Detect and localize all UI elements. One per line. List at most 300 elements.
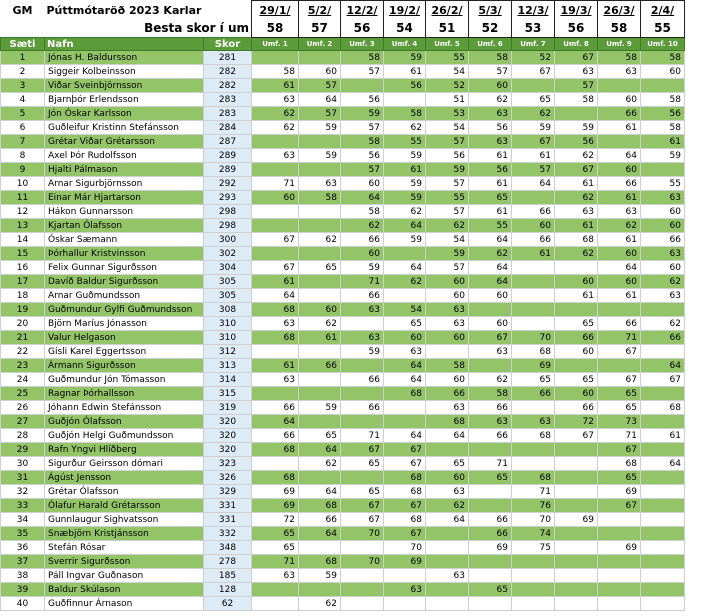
round-score-cell: 59	[384, 149, 426, 163]
rank-cell: 20	[1, 317, 45, 331]
round-score-cell: 65	[252, 541, 299, 555]
round-score-cell	[384, 597, 426, 611]
best-score: 56	[341, 20, 384, 38]
date-header: 12/2/	[341, 1, 384, 20]
round-score-cell: 58	[469, 387, 512, 401]
total-score-cell: 312	[204, 345, 252, 359]
name-cell: Bjarnþór Erlendsson	[45, 93, 204, 107]
best-score: 52	[469, 20, 512, 38]
rank-cell: 30	[1, 457, 45, 471]
round-score-cell: 58	[641, 121, 685, 135]
round-score-cell	[555, 471, 598, 485]
round-score-cell: 65	[299, 429, 341, 443]
round-score-cell: 68	[641, 401, 685, 415]
round-score-cell	[641, 79, 685, 93]
round-score-cell: 66	[469, 513, 512, 527]
round-score-cell: 64	[641, 457, 685, 471]
total-score-cell: 185	[204, 569, 252, 583]
round-score-cell: 66	[299, 513, 341, 527]
round-score-cell: 56	[341, 93, 384, 107]
round-score-cell: 68	[299, 555, 341, 569]
round-score-cell: 60	[512, 219, 555, 233]
round-header: Umf. 4	[384, 38, 426, 51]
round-score-cell: 64	[426, 429, 469, 443]
round-score-cell: 59	[555, 121, 598, 135]
round-score-cell: 60	[426, 275, 469, 289]
round-score-cell	[426, 345, 469, 359]
round-score-cell: 67	[384, 499, 426, 513]
round-score-cell: 61	[512, 247, 555, 261]
round-score-cell: 56	[555, 135, 598, 149]
date-header: 19/2/	[384, 1, 426, 20]
round-score-cell: 62	[469, 93, 512, 107]
col-nafn: Nafn	[45, 38, 204, 51]
round-score-cell	[252, 345, 299, 359]
total-score-cell: 289	[204, 149, 252, 163]
round-score-cell: 58	[598, 51, 641, 65]
rank-cell: 14	[1, 233, 45, 247]
round-score-cell	[512, 317, 555, 331]
round-score-cell	[341, 541, 384, 555]
round-score-cell: 66	[469, 527, 512, 541]
rank-cell: 1	[1, 51, 45, 65]
round-score-cell	[341, 597, 384, 611]
round-score-cell: 65	[512, 373, 555, 387]
table-row	[1, 457, 685, 471]
header-row-best	[1, 20, 685, 38]
name-cell: Jón Óskar Karlsson	[45, 107, 204, 121]
round-score-cell	[426, 541, 469, 555]
round-score-cell	[598, 569, 641, 583]
round-score-cell	[384, 401, 426, 415]
round-score-cell: 65	[341, 457, 384, 471]
total-score-cell: 319	[204, 401, 252, 415]
round-score-cell: 66	[469, 429, 512, 443]
col-skor: Skor	[204, 38, 252, 51]
round-score-cell: 62	[252, 121, 299, 135]
rank-cell: 16	[1, 261, 45, 275]
round-score-cell: 61	[555, 177, 598, 191]
round-score-cell: 65	[384, 317, 426, 331]
round-score-cell: 60	[341, 247, 384, 261]
name-cell: Davíð Baldur Sigurðsson	[45, 275, 204, 289]
table-row	[1, 261, 685, 275]
round-score-cell: 59	[384, 177, 426, 191]
rank-cell: 15	[1, 247, 45, 261]
round-score-cell	[469, 359, 512, 373]
date-header: 5/2/	[299, 1, 341, 20]
round-score-cell: 56	[426, 149, 469, 163]
table-row	[1, 191, 685, 205]
round-score-cell	[641, 485, 685, 499]
round-score-cell: 62	[299, 317, 341, 331]
round-score-cell	[555, 569, 598, 583]
round-score-cell: 65	[598, 401, 641, 415]
round-score-cell	[426, 443, 469, 457]
round-score-cell	[299, 387, 341, 401]
round-score-cell: 66	[598, 177, 641, 191]
rank-cell: 32	[1, 485, 45, 499]
name-cell: Björn Maríus Jónasson	[45, 317, 204, 331]
round-score-cell: 61	[469, 149, 512, 163]
round-score-cell	[384, 569, 426, 583]
round-score-cell: 56	[469, 163, 512, 177]
round-score-cell: 56	[469, 121, 512, 135]
round-score-cell	[299, 135, 341, 149]
round-score-cell	[341, 387, 384, 401]
round-score-cell	[426, 583, 469, 597]
round-score-cell: 75	[512, 541, 555, 555]
round-score-cell	[426, 597, 469, 611]
rank-cell: 21	[1, 331, 45, 345]
total-score-cell: 315	[204, 387, 252, 401]
round-score-cell: 67	[598, 345, 641, 359]
total-score-cell: 310	[204, 317, 252, 331]
round-score-cell: 62	[641, 275, 685, 289]
rank-cell: 29	[1, 443, 45, 457]
round-score-cell: 65	[555, 373, 598, 387]
date-header: 26/2/	[426, 1, 469, 20]
round-score-cell: 64	[384, 359, 426, 373]
round-score-cell: 62	[252, 107, 299, 121]
round-score-cell: 63	[252, 373, 299, 387]
name-cell: Ólafur Harald Grétarsson	[45, 499, 204, 513]
total-score-cell: 308	[204, 303, 252, 317]
round-score-cell: 58	[341, 51, 384, 65]
table-row	[1, 373, 685, 387]
round-score-cell: 58	[341, 205, 384, 219]
total-score-cell: 302	[204, 247, 252, 261]
table-row	[1, 107, 685, 121]
round-score-cell	[469, 443, 512, 457]
round-score-cell: 63	[341, 303, 384, 317]
round-score-cell: 59	[299, 401, 341, 415]
round-score-cell: 62	[299, 457, 341, 471]
round-score-cell	[598, 513, 641, 527]
name-cell: Jónas H. Baldursson	[45, 51, 204, 65]
total-score-cell: 298	[204, 205, 252, 219]
round-score-cell	[555, 555, 598, 569]
best-score: 57	[299, 20, 341, 38]
round-score-cell	[598, 583, 641, 597]
round-score-cell	[512, 275, 555, 289]
round-score-cell: 60	[426, 331, 469, 345]
round-score-cell: 62	[384, 121, 426, 135]
name-cell: Ágúst Jensson	[45, 471, 204, 485]
round-score-cell	[469, 555, 512, 569]
total-score-cell: 332	[204, 527, 252, 541]
total-score-cell: 305	[204, 275, 252, 289]
round-score-cell: 58	[555, 93, 598, 107]
header-row-dates	[1, 1, 685, 20]
round-score-cell	[555, 107, 598, 121]
round-score-cell: 65	[469, 191, 512, 205]
round-score-cell	[641, 527, 685, 541]
name-cell: Ármann Sigurðsson	[45, 359, 204, 373]
round-score-cell: 58	[641, 93, 685, 107]
table-row	[1, 135, 685, 149]
round-score-cell: 61	[469, 177, 512, 191]
round-score-cell: 57	[512, 163, 555, 177]
round-score-cell: 60	[641, 219, 685, 233]
name-cell: Arnar Sigurbjörnsson	[45, 177, 204, 191]
name-cell: Hákon Gunnarsson	[45, 205, 204, 219]
round-score-cell: 64	[426, 513, 469, 527]
round-score-cell: 73	[598, 415, 641, 429]
round-score-cell	[252, 247, 299, 261]
round-score-cell: 63	[469, 345, 512, 359]
round-score-cell: 63	[426, 401, 469, 415]
round-score-cell	[641, 387, 685, 401]
round-score-cell	[512, 443, 555, 457]
round-score-cell: 61	[384, 65, 426, 79]
round-score-cell	[384, 93, 426, 107]
round-score-cell: 67	[341, 499, 384, 513]
round-score-cell	[555, 303, 598, 317]
round-score-cell: 64	[252, 415, 299, 429]
table-row	[1, 513, 685, 527]
round-score-cell: 63	[641, 247, 685, 261]
round-score-cell: 61	[598, 289, 641, 303]
table-row	[1, 205, 685, 219]
round-score-cell	[512, 569, 555, 583]
round-score-cell: 63	[426, 569, 469, 583]
table-row	[1, 317, 685, 331]
round-score-cell	[598, 79, 641, 93]
rank-cell: 3	[1, 79, 45, 93]
best-score: 55	[641, 20, 685, 38]
round-score-cell: 67	[512, 135, 555, 149]
round-score-cell	[341, 583, 384, 597]
round-score-cell: 58	[426, 359, 469, 373]
total-score-cell: 320	[204, 443, 252, 457]
round-score-cell: 60	[341, 177, 384, 191]
total-score-cell: 331	[204, 499, 252, 513]
round-header: Umf. 6	[469, 38, 512, 51]
round-score-cell: 55	[426, 51, 469, 65]
rank-cell: 34	[1, 513, 45, 527]
round-score-cell: 66	[641, 331, 685, 345]
round-score-cell: 60	[426, 289, 469, 303]
round-score-cell: 68	[384, 387, 426, 401]
round-score-cell: 67	[469, 331, 512, 345]
round-score-cell: 58	[252, 65, 299, 79]
table-row	[1, 93, 685, 107]
total-score-cell: 287	[204, 135, 252, 149]
name-cell: Sigurður Geirsson dómari	[45, 457, 204, 471]
rank-cell: 27	[1, 415, 45, 429]
rank-cell: 22	[1, 345, 45, 359]
date-header: 29/1/	[252, 1, 299, 20]
rank-cell: 11	[1, 191, 45, 205]
round-score-cell: 66	[598, 107, 641, 121]
round-score-cell: 72	[555, 415, 598, 429]
round-score-cell: 68	[512, 471, 555, 485]
round-score-cell: 66	[512, 387, 555, 401]
round-score-cell: 64	[384, 219, 426, 233]
round-score-cell: 60	[555, 345, 598, 359]
round-score-cell: 68	[384, 513, 426, 527]
round-score-cell: 69	[252, 499, 299, 513]
round-score-cell: 67	[252, 261, 299, 275]
round-score-cell	[341, 415, 384, 429]
round-score-cell	[555, 485, 598, 499]
round-score-cell: 65	[469, 583, 512, 597]
total-score-cell: 320	[204, 429, 252, 443]
round-score-cell: 57	[341, 163, 384, 177]
round-score-cell	[252, 583, 299, 597]
round-score-cell	[299, 51, 341, 65]
total-score-cell: 282	[204, 65, 252, 79]
total-score-cell: 300	[204, 233, 252, 247]
round-score-cell	[512, 303, 555, 317]
round-score-cell: 52	[426, 79, 469, 93]
name-cell: Hjalti Pálmason	[45, 163, 204, 177]
round-score-cell: 59	[299, 149, 341, 163]
name-cell: Páll Ingvar Guðnason	[45, 569, 204, 583]
round-score-cell: 63	[384, 583, 426, 597]
round-score-cell: 57	[426, 135, 469, 149]
round-score-cell: 60	[384, 331, 426, 345]
round-score-cell: 66	[252, 429, 299, 443]
round-score-cell: 63	[426, 303, 469, 317]
round-score-cell: 59	[426, 163, 469, 177]
round-score-cell	[641, 163, 685, 177]
round-score-cell	[299, 205, 341, 219]
round-score-cell: 65	[598, 471, 641, 485]
round-score-cell: 66	[299, 359, 341, 373]
round-score-cell: 64	[598, 149, 641, 163]
round-score-cell	[341, 569, 384, 583]
round-score-cell: 76	[512, 499, 555, 513]
table-row	[1, 569, 685, 583]
round-score-cell	[299, 345, 341, 359]
round-score-cell	[512, 555, 555, 569]
round-score-cell: 61	[598, 121, 641, 135]
round-score-cell: 64	[512, 177, 555, 191]
round-score-cell: 71	[598, 429, 641, 443]
round-score-cell: 67	[555, 429, 598, 443]
table-row	[1, 429, 685, 443]
table-row	[1, 597, 685, 611]
round-score-cell: 64	[252, 289, 299, 303]
round-score-cell: 68	[252, 331, 299, 345]
round-score-cell	[341, 471, 384, 485]
name-cell: Sverrir Sigurðsson	[45, 555, 204, 569]
round-score-cell: 60	[641, 261, 685, 275]
round-score-cell: 58	[641, 51, 685, 65]
round-score-cell: 61	[252, 79, 299, 93]
round-score-cell: 64	[641, 359, 685, 373]
total-score-cell: 331	[204, 513, 252, 527]
round-score-cell: 62	[641, 317, 685, 331]
round-score-cell: 64	[299, 93, 341, 107]
round-score-cell: 64	[598, 261, 641, 275]
round-score-cell: 64	[384, 261, 426, 275]
round-score-cell	[641, 583, 685, 597]
round-score-cell: 62	[555, 149, 598, 163]
table-row	[1, 541, 685, 555]
round-score-cell: 67	[384, 527, 426, 541]
round-score-cell: 69	[598, 485, 641, 499]
round-score-cell: 54	[426, 233, 469, 247]
table-row	[1, 387, 685, 401]
round-score-cell	[299, 583, 341, 597]
round-score-cell	[641, 303, 685, 317]
round-score-cell: 60	[598, 163, 641, 177]
round-score-cell: 67	[384, 443, 426, 457]
round-score-cell: 65	[426, 457, 469, 471]
rank-cell: 24	[1, 373, 45, 387]
round-score-cell: 60	[426, 471, 469, 485]
name-cell: Guðjón Ólafsson	[45, 415, 204, 429]
round-score-cell: 70	[341, 527, 384, 541]
rank-cell: 6	[1, 121, 45, 135]
round-score-cell: 63	[469, 415, 512, 429]
name-cell: Felix Gunnar Sigurðsson	[45, 261, 204, 275]
rank-cell: 33	[1, 499, 45, 513]
round-score-cell: 62	[426, 499, 469, 513]
round-score-cell: 66	[641, 233, 685, 247]
round-score-cell: 71	[469, 457, 512, 471]
round-score-cell: 63	[299, 177, 341, 191]
round-score-cell	[555, 597, 598, 611]
round-score-cell	[641, 569, 685, 583]
round-score-cell: 71	[341, 275, 384, 289]
round-score-cell: 62	[555, 247, 598, 261]
table-row	[1, 149, 685, 163]
best-score: 53	[512, 20, 555, 38]
round-score-cell	[641, 597, 685, 611]
round-score-cell	[384, 247, 426, 261]
name-cell: Grétar Viðar Grétarsson	[45, 135, 204, 149]
round-score-cell: 60	[555, 387, 598, 401]
total-score-cell: 292	[204, 177, 252, 191]
round-score-cell	[341, 79, 384, 93]
best-score: 51	[426, 20, 469, 38]
name-cell: Kjartan Ólafsson	[45, 219, 204, 233]
round-score-cell	[641, 555, 685, 569]
round-score-cell: 68	[426, 415, 469, 429]
total-score-cell: 62	[204, 597, 252, 611]
date-header: 12/3/	[512, 1, 555, 20]
table-row	[1, 527, 685, 541]
total-score-cell: 281	[204, 51, 252, 65]
name-cell: Guðleifur Kristinn Stefánsson	[45, 121, 204, 135]
round-score-cell: 71	[512, 485, 555, 499]
round-score-cell: 55	[384, 135, 426, 149]
name-cell: Þórhallur Kristvinsson	[45, 247, 204, 261]
round-score-cell: 63	[252, 93, 299, 107]
total-score-cell: 128	[204, 583, 252, 597]
round-score-cell: 58	[384, 107, 426, 121]
round-score-cell: 59	[384, 191, 426, 205]
round-score-cell	[252, 51, 299, 65]
table-row	[1, 331, 685, 345]
table-row	[1, 289, 685, 303]
round-score-cell: 61	[469, 205, 512, 219]
round-score-cell: 67	[252, 233, 299, 247]
round-score-cell	[299, 541, 341, 555]
round-score-cell: 57	[426, 261, 469, 275]
name-cell: Stefán Rósar	[45, 541, 204, 555]
table-row	[1, 303, 685, 317]
rank-cell: 2	[1, 65, 45, 79]
round-score-cell: 68	[384, 471, 426, 485]
round-header: Umf. 1	[252, 38, 299, 51]
round-score-cell: 60	[641, 205, 685, 219]
round-score-cell: 64	[469, 275, 512, 289]
